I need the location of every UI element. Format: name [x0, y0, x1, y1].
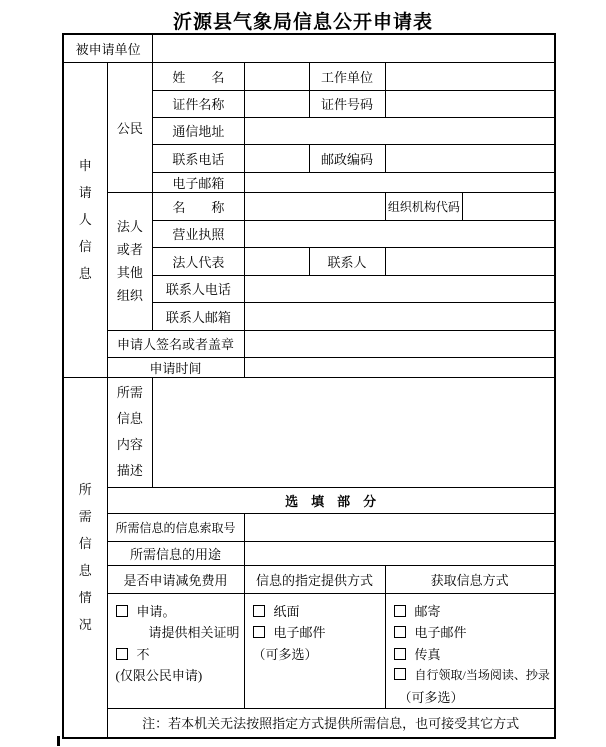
checkbox-mail-icon[interactable] — [394, 605, 406, 617]
row-name — [63, 62, 555, 90]
applied-unit-label: 被申请单位 — [63, 34, 153, 62]
fee-option-no-label: 不 — [136, 646, 150, 662]
business-license-label: 营业执照 — [153, 220, 244, 247]
fee-reduction-options — [107, 593, 244, 709]
applied-unit-input[interactable] — [153, 34, 555, 62]
checkbox-obtain-email-icon[interactable] — [394, 626, 406, 638]
org-group-label: 法人或者其他组织 — [107, 192, 153, 330]
provide-option-paper-label: 纸面 — [273, 603, 300, 619]
application-form-table — [62, 33, 556, 739]
row-optional-header — [63, 487, 555, 513]
postcode-input[interactable] — [385, 144, 555, 172]
apply-time-label: 申请时间 — [107, 357, 244, 377]
applicant-section-label: 申请人信息 — [63, 62, 107, 377]
provide-method-options — [244, 593, 385, 709]
cert-number-input[interactable] — [385, 90, 555, 117]
purpose-input[interactable] — [244, 541, 555, 565]
row-option-headers — [63, 565, 555, 593]
org-name-label: 名 称 — [153, 192, 244, 220]
fee-reduction-header: 是否申请减免费用 — [107, 565, 244, 593]
email-input[interactable] — [244, 172, 555, 192]
cert-number-label: 证件号码 — [309, 90, 385, 117]
info-description-label: 所需信息内容描述 — [107, 377, 153, 487]
optional-section-header: 选 填 部 分 — [107, 487, 555, 513]
business-license-input[interactable] — [244, 220, 555, 247]
postcode-label: 邮政编码 — [309, 144, 385, 172]
name-input[interactable] — [244, 62, 309, 90]
retrieval-number-input[interactable] — [244, 513, 555, 541]
signature-input[interactable] — [244, 330, 555, 357]
org-code-input[interactable] — [463, 192, 555, 220]
obtain-option-email-label: 电子邮件 — [414, 625, 467, 640]
row-apply-time — [63, 357, 555, 377]
obtain-method-header: 获取信息方式 — [385, 565, 555, 593]
cert-name-label: 证件名称 — [153, 90, 244, 117]
obtain-option-multi-label: （可多选） — [398, 689, 464, 705]
required-info-section-label: 所需信息情况 — [63, 377, 107, 738]
signature-label: 申请人签名或者盖章 — [107, 330, 244, 357]
contact-phone-input[interactable] — [244, 275, 555, 302]
work-unit-label: 工作单位 — [309, 62, 385, 90]
row-note — [63, 709, 555, 738]
retrieval-number-label: 所需信息的信息索取号 — [107, 513, 244, 541]
text-cursor — [57, 736, 60, 746]
row-purpose — [63, 541, 555, 565]
provide-option-email-label: 电子邮件 — [273, 625, 326, 640]
org-code-label: 组织机构代码 — [385, 192, 463, 220]
obtain-option-fax-label: 传真 — [414, 646, 441, 662]
citizen-group-label: 公民 — [107, 62, 153, 192]
page-title: 沂源县气象局信息公开申请表 — [172, 12, 433, 33]
checkbox-self-pickup-icon[interactable] — [394, 668, 406, 680]
provide-method-header: 信息的指定提供方式 — [244, 565, 385, 593]
email-label: 电子邮箱 — [153, 172, 244, 192]
obtain-option-mail-label: 邮寄 — [414, 603, 441, 619]
fee-option-citizen-only-label: (仅限公民申请) — [115, 668, 203, 683]
apply-time-input[interactable] — [244, 357, 555, 377]
contact-person-input[interactable] — [385, 247, 555, 275]
row-retrieval-number — [63, 513, 555, 541]
row-org-name — [63, 192, 555, 220]
contact-phone-label: 联系人电话 — [153, 275, 244, 302]
row-info-description — [63, 377, 555, 487]
name-label: 姓 名 — [153, 62, 244, 90]
fee-option-proof-label: 请提供相关证明 — [148, 625, 240, 640]
row-option-checkboxes — [63, 593, 555, 709]
phone-label: 联系电话 — [153, 144, 244, 172]
contact-person-label: 联系人 — [309, 247, 385, 275]
obtain-method-options — [385, 593, 555, 709]
purpose-label: 所需信息的用途 — [107, 541, 244, 565]
row-signature — [63, 330, 555, 357]
org-name-input[interactable] — [244, 192, 385, 220]
legal-rep-label: 法人代表 — [153, 247, 244, 275]
cert-name-input[interactable] — [244, 90, 309, 117]
legal-rep-input[interactable] — [244, 247, 309, 275]
phone-input[interactable] — [244, 144, 309, 172]
checkbox-fee-apply-icon[interactable] — [116, 605, 128, 617]
address-label: 通信地址 — [153, 117, 244, 144]
work-unit-input[interactable] — [385, 62, 555, 90]
contact-email-input[interactable] — [244, 302, 555, 330]
fee-option-apply-label: 申请。 — [136, 603, 176, 619]
contact-email-label: 联系人邮箱 — [153, 302, 244, 330]
provide-option-multi-label: （可多选） — [252, 646, 318, 662]
row-applied-unit — [63, 34, 555, 62]
checkbox-fax-icon[interactable] — [394, 648, 406, 660]
checkbox-paper-icon[interactable] — [253, 605, 265, 617]
note-text: 注：若本机关无法按照指定方式提供所需信息，也可接受其它方式 — [107, 709, 555, 738]
obtain-option-pickup-label: 自行领取/当场阅读、抄录 — [414, 668, 550, 682]
address-input[interactable] — [244, 117, 555, 144]
checkbox-fee-no-icon[interactable] — [116, 648, 128, 660]
checkbox-email-delivery-icon[interactable] — [253, 626, 265, 638]
info-description-input[interactable] — [153, 377, 555, 487]
